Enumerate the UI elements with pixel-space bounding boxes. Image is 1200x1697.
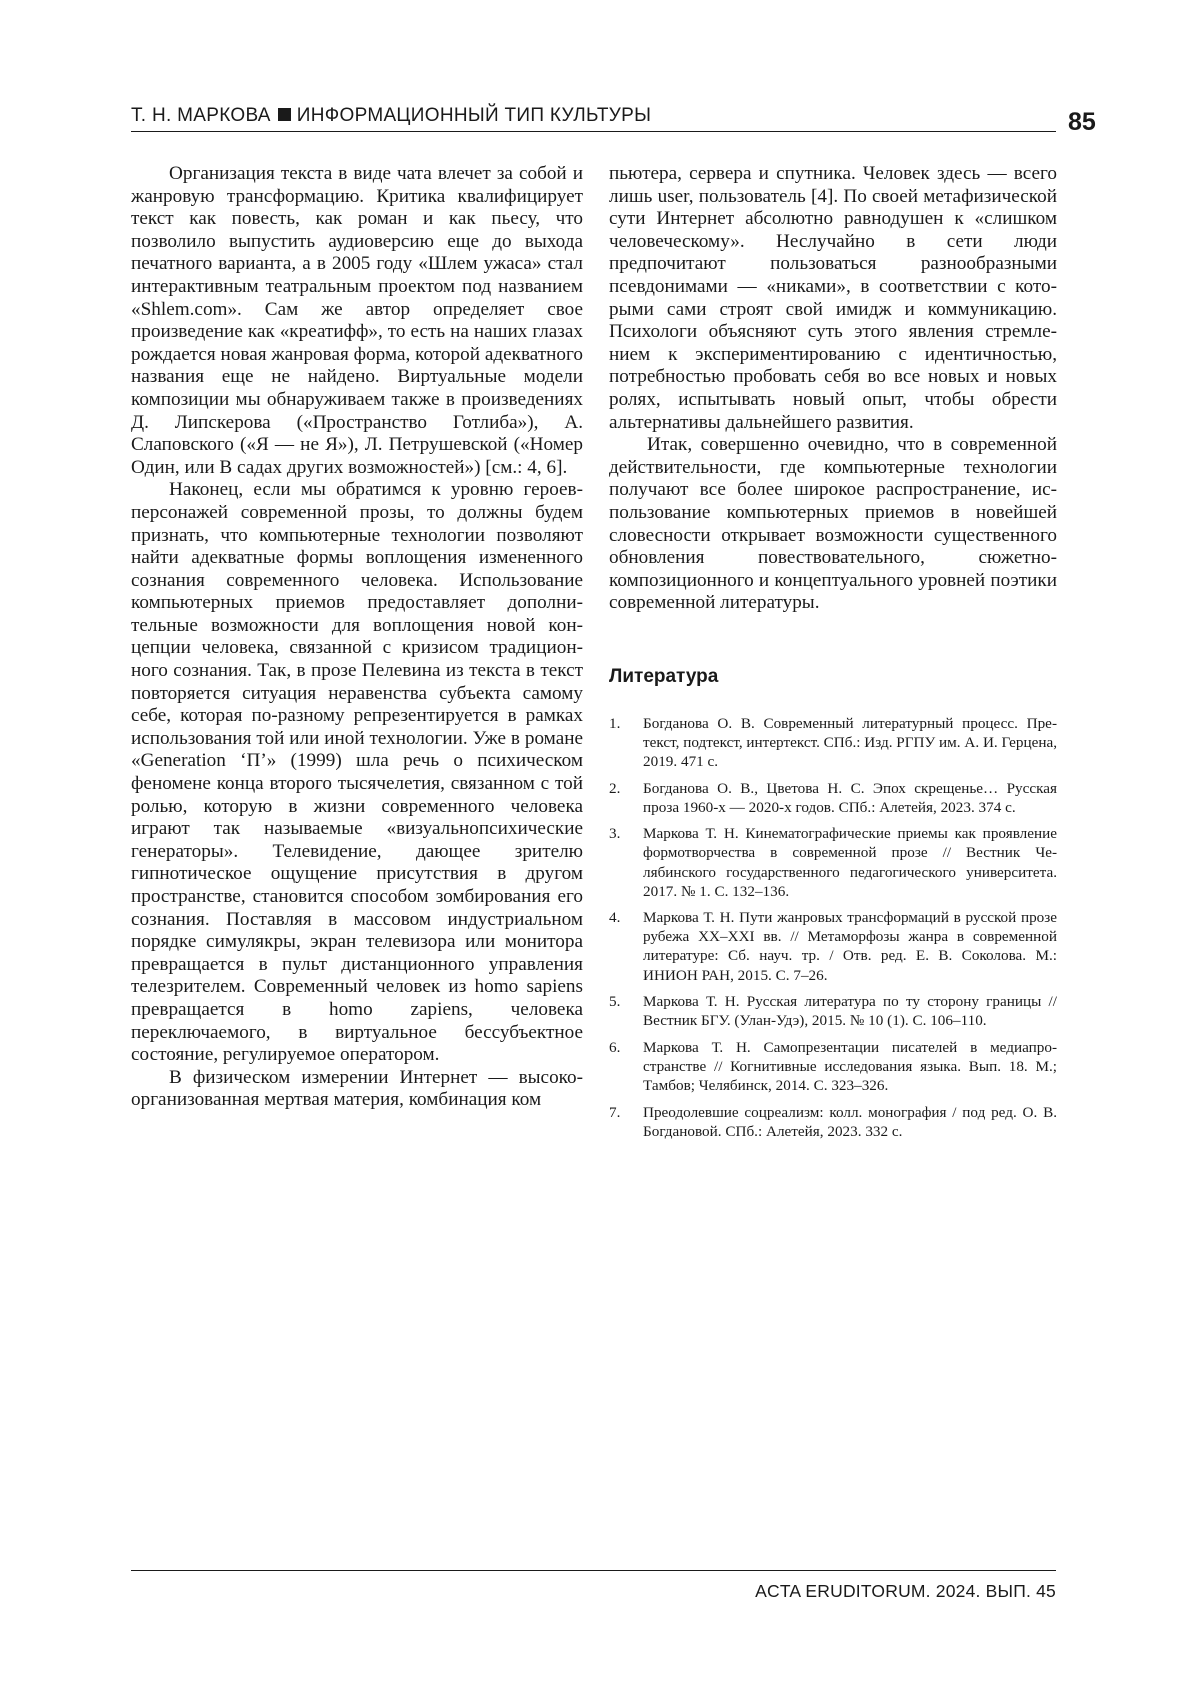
references-list xyxy=(609,714,1057,1141)
reference-number: 2. xyxy=(609,779,620,798)
reference-item xyxy=(609,908,1057,984)
running-head xyxy=(131,105,1056,127)
reference-text: Маркова Т. Н. Русская литература по ту сторону границы // Вестник БГУ. (Улан-Удэ), 2015. № 10 (1). С. 106–110. xyxy=(643,993,1057,1029)
page-number: 85 xyxy=(1068,108,1096,136)
reference-text: Маркова Т. Н. Самопрезентации писателей в медиапро­странстве // Когнитивные исследования языка. Вып. 18. М.; Тамбов; Челябинск, 2014. С. 323–326. xyxy=(643,1039,1057,1094)
reference-text: Маркова Т. Н. Пути жанровых трансформаций в русской прозе рубежа XX–XXI вв. // Метаморфозы жанра в совре­менной литературе: Сб. науч. тр. / Отв. ред. Е. В. Соколова. М.: ИНИОН РАН, 2015. С. 7–26. xyxy=(643,909,1057,983)
reference-text: Богданова О. В., Цветова Н. С. Эпох скрещенье… Русская проза 1960-х — 2020-х годов. СПб.: Алетейя, 2023. 374 с. xyxy=(643,780,1057,816)
reference-text: Богданова О. В. Современный литературный процесс. Пре­текст, подтекст, интертекст. СПб.: Изд. РГПУ им. А. И. Гер­цена, 2019. 471 с. xyxy=(643,715,1057,770)
body-paragraph: Наконец, если мы обратимся к уровню героев­персонажей современной прозы, то должны будем признать, что компьютерные технологии позволяют найти адекватные формы воплощения измененного сознания современного человека. Использование компьютерных приемов предоставляет дополни­тельные возможности для воплощения новой кон­цепции человека, связанной с кризисом традицион­ного сознания. Так, в прозе Пелевина из текста в текст повторяется ситуация неравенства субъекта самому себе, которая по-разному репрезентируется в рамках использования той или иной технологии. Уже в романе «Generation ‘П’» (1999) шла речь о пси­хическом феномене конца второго тысячелетия, связанном с той ролью, которую в жизни современ­ного человека играют так называемые «визуально­психические генераторы». Телевидение, дающее зрителю гипнотическое ощущение присутствия в другом пространстве, становится способом зом­бирования его сознания. Поставляя в массовом индустриальном порядке симулякры, экран теле­визора или монитора превращается в пульт дистан­ционного управления телезрителем. Современный человек из homo sapiens превращается в homo zapiens, человека переключаемого, в виртуальное бессубъ­ектное состояние, регулируемое оператором. xyxy=(131,479,583,1066)
reference-number: 5. xyxy=(609,992,620,1011)
footer-rule xyxy=(131,1570,1056,1571)
running-head-author: Т. Н. МАРКОВА xyxy=(131,105,271,126)
body-paragraph: Итак, совершенно очевидно, что в современной действительности, где компьютерные технологии получают все более широкое распространение, ис­пользование компьютерных приемов в новейшей словесности открывает возможности существенно­го обновления повествовательного, сюжетно­композиционного и концептуального уровней поэти­ки современной литературы. xyxy=(609,434,1057,615)
reference-number: 3. xyxy=(609,824,620,843)
reference-number: 7. xyxy=(609,1103,620,1122)
reference-number: 1. xyxy=(609,714,620,733)
body-paragraph-continued: пьютера, сервера и спутника. Человек здесь — все­го лишь user, пользователь [4]. По своей метафизи­ческой сути Интернет абсолютно равнодушен к «слишком человеческому». Неслучайно в сети люди предпочитают пользоваться разнообразными псевдонимами — «никами», в соответствии с кото­рыми сами строят свой имидж и коммуникацию. Психологи объясняют суть этого явления стремле­нием к экспериментированию с идентичностью, потребностью пробовать себя во все новых и новых ролях, испытывать новый опыт, чтобы обрести альтернативы дальнейшего развития. xyxy=(609,163,1057,434)
right-column xyxy=(609,163,1057,1148)
reference-item xyxy=(609,714,1057,771)
left-column xyxy=(131,163,583,1112)
reference-item xyxy=(609,824,1057,900)
journal-footer: ACTA ERUDITORUM. 2024. ВЫП. 45 xyxy=(755,1581,1056,1602)
square-bullet-icon xyxy=(278,108,291,121)
reference-number: 6. xyxy=(609,1038,620,1057)
reference-text: Маркова Т. Н. Кинематографические приемы как проявле­ние формотворчества в современной прозе // Вестник Че­лябинского государственного педагогического универси­тета. 2017. № 1. С. 132–136. xyxy=(643,825,1057,899)
running-head-title: ИНФОРМАЦИОННЫЙ ТИП КУЛЬТУРЫ xyxy=(297,105,651,126)
reference-item xyxy=(609,1038,1057,1095)
reference-number: 4. xyxy=(609,908,620,927)
reference-item xyxy=(609,1103,1057,1141)
references-heading: Литература xyxy=(609,666,1057,688)
reference-item xyxy=(609,779,1057,817)
reference-item xyxy=(609,992,1057,1030)
body-paragraph: В физическом измерении Интернет — высоко­организованная мертвая материя, комбинация ком­ xyxy=(131,1067,583,1112)
header-rule xyxy=(131,131,1056,132)
body-paragraph: Организация текста в виде чата влечет за собой и жанровую трансформацию. Критика квалифици­рует текст как повесть, как роман и как пьесу, что позволило выпустить аудиоверсию еще до выхода печатного варианта, а в 2005 году «Шлем ужаса» стал интерактивным театральным проектом под названием «Shlem.com». Сам же автор определяет свое произведение как «креатифф», то есть на наших глазах рождается новая жанровая форма, которой адекватного названия еще не найдено. Виртуальные модели композиции мы обнаруживаем также в про­изведениях Д. Липскерова («Пространство Готлиба»), А. Слаповского («Я — не Я»), Л. Петрушевской («Номер Один, или В садах других возможностей») [см.: 4, 6]. xyxy=(131,163,583,479)
reference-text: Преодолевшие соцреализм: колл. монография / под ред. О. В. Богдановой. СПб.: Алетейя, 2023. 332 с. xyxy=(643,1104,1057,1140)
